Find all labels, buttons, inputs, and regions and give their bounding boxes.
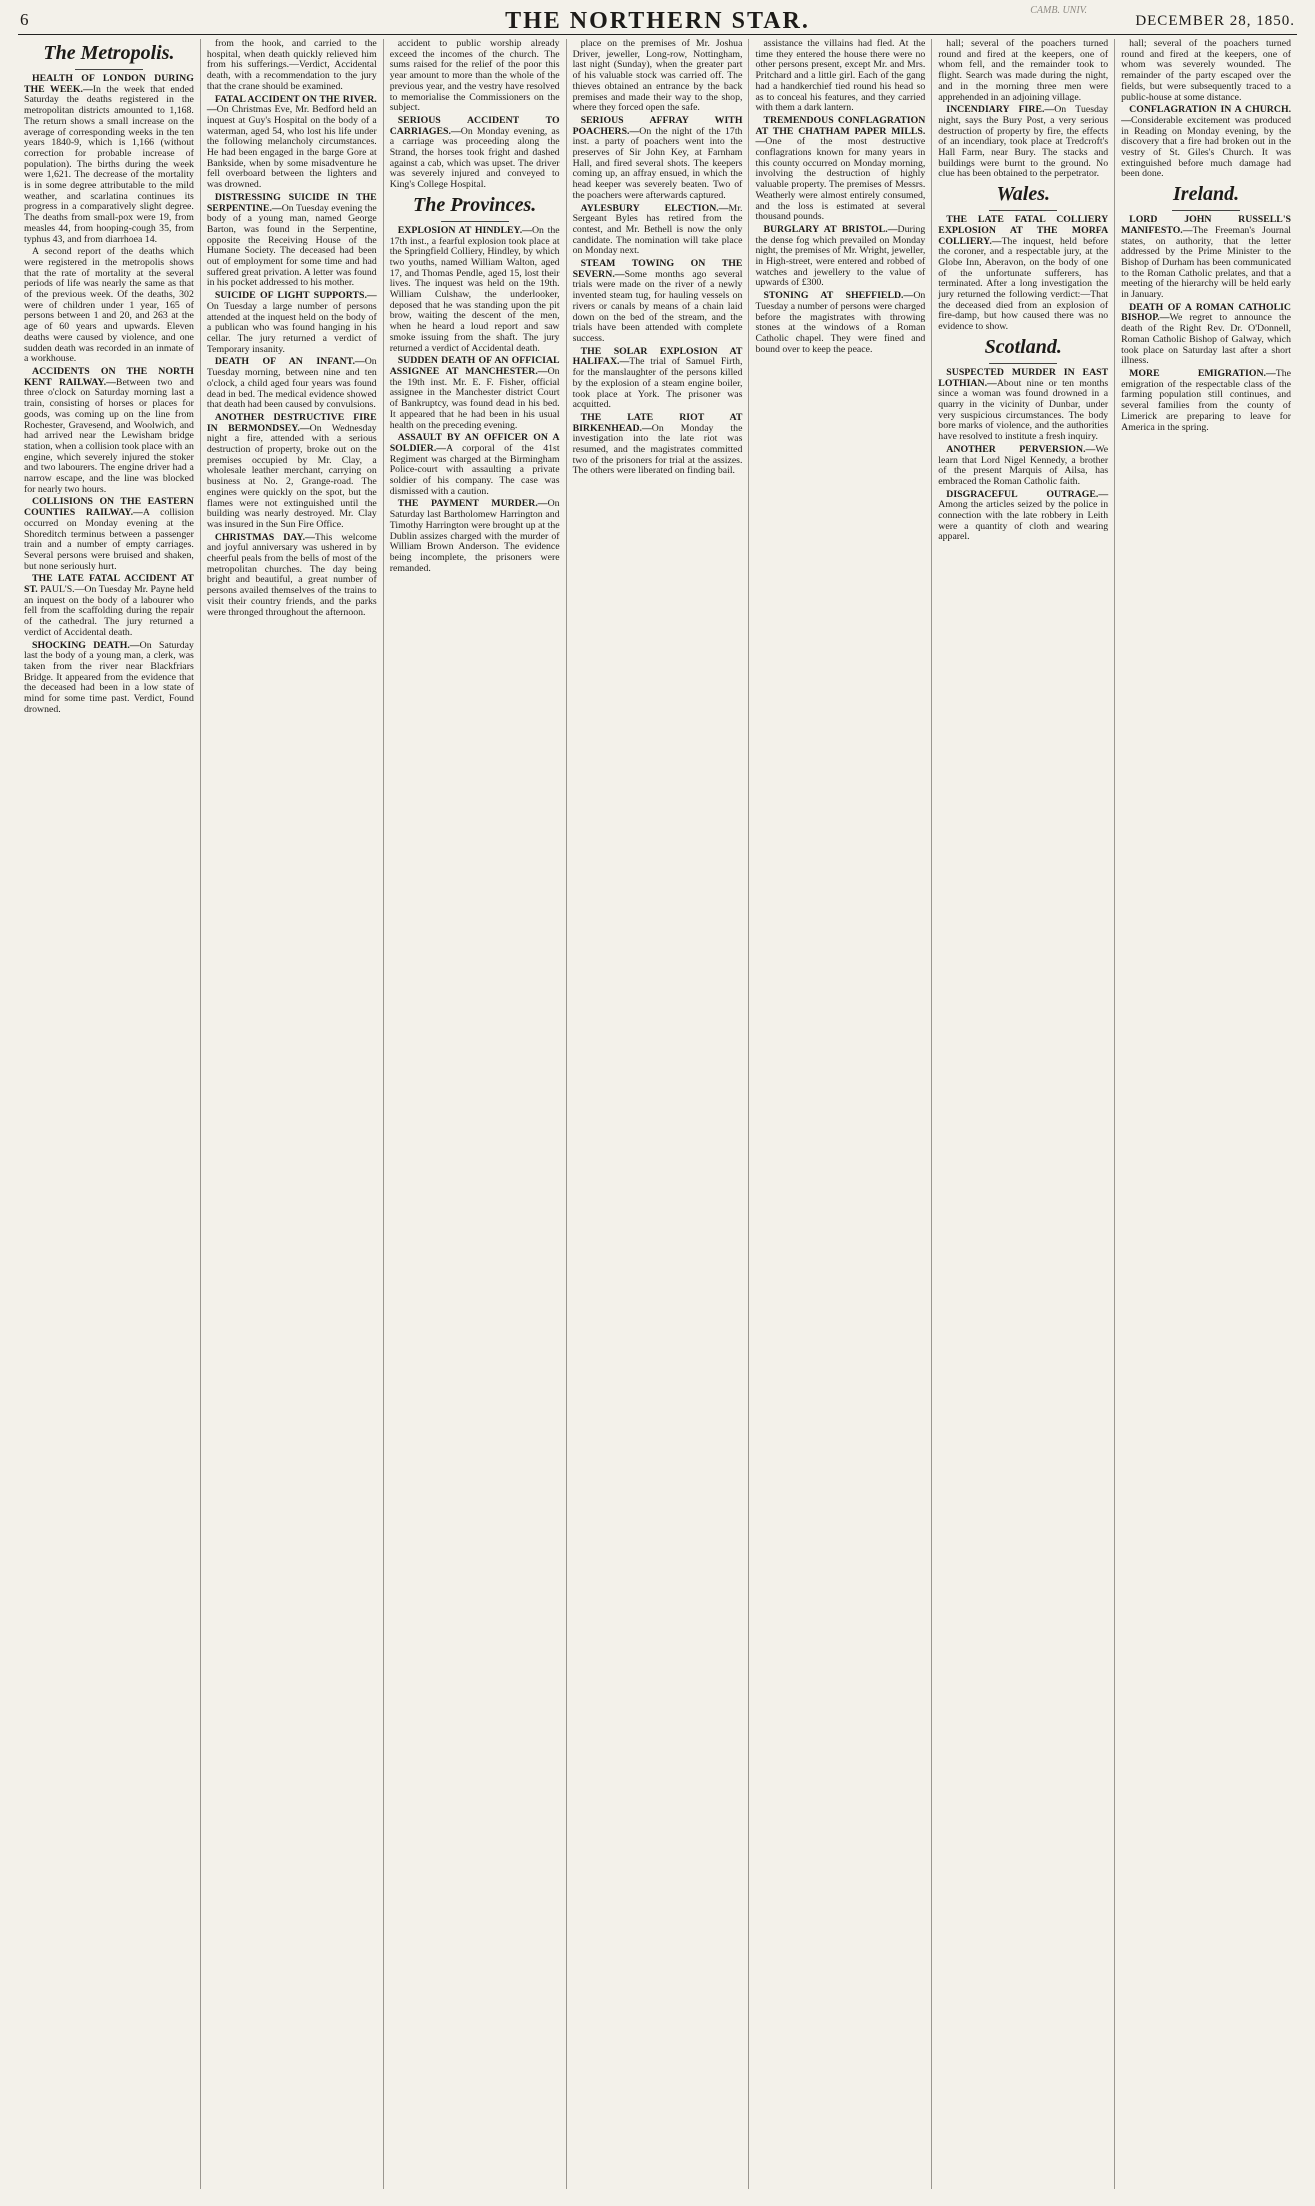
article-headline: COLLISIONS ON THE EASTERN COUNTIES RAILWAY.—	[24, 496, 194, 519]
column-2	[201, 39, 384, 2189]
article-paragraph: SHOCKING DEATH.—On Saturday last the body of a young man, a clerk, was taken from the river near Blackfriars Bridge. It appeared from the evidence that the deceased had been in a low state of mind for some time past. Verdict, Found drowned.	[24, 639, 194, 715]
article-headline: ANOTHER DESTRUCTIVE FIRE IN BERMONDSEY.—	[206, 411, 377, 434]
article-paragraph: THE SOLAR EXPLOSION AT HALIFAX.—The trial of Samuel Firth, for the manslaughter of the persons killed by the explosion of a steam engine boiler, took place at York. The prisoner was acquitted.	[572, 345, 743, 411]
article-paragraph: from the hook, and carried to the hospital, when death quickly relieved him from his sufferings.—Verdict, Accidental death, with a recommendation to the jury that the crane should be examined.	[206, 39, 377, 92]
article-headline: THE LATE FATAL COLLIERY EXPLOSION AT THE MORFA COLLIERY.—	[938, 214, 1109, 247]
article-paragraph: THE LATE RIOT AT BIRKENHEAD.—On Monday the investigation into the late riot was resumed, and the magistrates committed two of the prisoners for trial at the assizes. The others were liberated on finding bail.	[572, 411, 743, 477]
article-paragraph: ACCIDENTS ON THE NORTH KENT RAILWAY.—Between two and three o'clock on Saturday morning last a train, consisting of horses or places for goods, was coming up on the line from Rochester, Gravesend, and Woolwich, and had arrived near the Lewisham bridge station, when a collision took place with an engine, which severely injured the stoker and two labourers. The engine driver had a narrow escape, and the line was blocked for nearly two hours.	[24, 365, 194, 495]
article-paragraph: DEATH OF A ROMAN CATHOLIC BISHOP.—We regret to announce the death of the Right Rev. Dr. O'Donnell, Roman Catholic Bishop of Galway, which took place on Saturday last after a short illness.	[1121, 301, 1292, 367]
newspaper-title: THE NORTHERN STAR.	[505, 8, 810, 34]
article-headline: CONFLAGRATION IN A CHURCH.—	[1121, 104, 1292, 126]
article-paragraph: SERIOUS ACCIDENT TO CARRIAGES.—On Monday evening, as a carriage was proceeding along the Strand, the horses took fright and dashed against a cab, which was upset. The driver was severely injured and conveyed to King's College Hospital.	[389, 114, 560, 191]
article-headline: LORD JOHN RUSSELL'S MANIFESTO.—	[1121, 214, 1292, 236]
article-paragraph: SUICIDE OF LIGHT SUPPORTS.—On Tuesday a large number of persons attended at the inquest held on the body of a publican who was found hanging in his cellar. The jury returned a verdict of Temporary insanity.	[206, 290, 377, 355]
article-paragraph: EXPLOSION AT HINDLEY.—On the 17th inst., a fearful explosion took place at the Springfield Colliery, Hindley, by which two youths, named William Walton, aged 17, and Thomas Pendle, aged 15, lost their lives. The inquest was held on the 19th. William Culshaw, the underlooker, deposed that he was standing upon the pit brow, waiting the descent of the men, when he heard a loud report and saw smoke issuing from the shaft. The jury returned a verdict of Accidental death.	[389, 224, 560, 354]
article-paragraph: FATAL ACCIDENT ON THE RIVER.—On Christmas Eve, Mr. Bedford held an inquest at Guy's Hospital on the body of a waterman, aged 54, who lost his life under the following melancholy circumstances. He had been engaged in the barge Gore at Bankside, when by some misadventure he fell overboard between the lighters and was drowned.	[206, 93, 377, 191]
article-paragraph: BURGLARY AT BRISTOL.—During the dense fog which prevailed on Monday night, the premises of Mr. Wright, jeweller, in High-street, were entered and robbed of watches and jewellery to the value of upwards of £300.	[755, 223, 926, 289]
article-paragraph: COLLISIONS ON THE EASTERN COUNTIES RAILWAY.—A collision occurred on Monday evening at the Shoreditch terminus between a passenger train and a number of empty carriages. Several persons were bruised and shaken, but none seriously hurt.	[24, 496, 194, 572]
article-paragraph: INCENDIARY FIRE.—On Tuesday night, says the Bury Post, a very serious destruction of property by fire, the effects of an incendiary, took place at Tredcroft's Hall Farm, near Bury. The stacks and buildings were burnt to the ground. No clue has been obtained to the perpetrator.	[938, 104, 1109, 180]
article-paragraph: DEATH OF AN INFANT.—On Tuesday morning, between nine and ten o'clock, a child aged four years was found dead in bed. The medical evidence showed that death had been caused by convulsions.	[206, 356, 377, 411]
article-paragraph: THE LATE FATAL COLLIERY EXPLOSION AT THE MORFA COLLIERY.—The inquest, held before the coroner, and a respectable jury, at the Globe Inn, Aberavon, on the body of one of the unfortunate sufferers, has terminated. After a long investigation the jury returned the following verdict:—That the deceased died from an explosion of fire-damp, but how caused there was no evidence to show.	[938, 214, 1109, 333]
article-paragraph: AYLESBURY ELECTION.—Mr. Sergeant Byles has retired from the contest, and Mr. Bethell is now the only candidate. The nomination will take place on Monday next.	[572, 202, 743, 257]
article-paragraph: LORD JOHN RUSSELL'S MANIFESTO.—The Freeman's Journal states, on authority, that the letter addressed by the Prime Minister to the Bishop of Durham has been communicated to the Roman Catholic prelates, and that a meeting of the hierarchy will be held early in January.	[1121, 214, 1292, 301]
section-divider	[75, 69, 143, 70]
article-headline: SERIOUS ACCIDENT TO CARRIAGES.—	[389, 114, 560, 137]
section-heading: The Provinces.	[412, 193, 537, 216]
article-headline: DEATH OF AN INFANT.—	[214, 356, 365, 368]
article-paragraph: accident to public worship already exceed the incomes of the church. The sums raised for the relief of the poor this year amount to more than the whole of the previous year, and the vestry have resolved to memorialise the Commissioners on the subject.	[389, 39, 560, 114]
article-paragraph: DISTRESSING SUICIDE IN THE SERPENTINE.—On Tuesday evening the body of a young man, named George Barton, was found in the Serpentine, opposite the Receiving House of the Humane Society. The deceased had been out of employment for some time and had suffered great privation. A letter was found in his pocket addressed to his mother.	[206, 191, 377, 289]
article-paragraph: THE PAYMENT MURDER.—On Saturday last Bartholomew Harrington and Timothy Harrington were brought up at the Dublin assizes charged with the murder of William Brown Anderson. The evidence being incomplete, the prisoners were remanded.	[389, 498, 560, 574]
article-headline: FATAL ACCIDENT ON THE RIVER.—	[206, 93, 377, 116]
article-headline: THE LATE FATAL ACCIDENT AT ST.	[24, 573, 194, 596]
article-headline: SUSPECTED MURDER IN EAST LOTHIAN.—	[938, 366, 1109, 389]
article-paragraph: TREMENDOUS CONFLAGRATION AT THE CHATHAM PAPER MILLS.—One of the most destructive conflagrations known for many years in this county occurred on Monday morning, involving the destruction of highly valuable property. The premises of Messrs. Weatherly were almost entirely consumed, and the loss is estimated at several thousand pounds.	[755, 114, 926, 223]
article-headline: CHRISTMAS DAY.—	[214, 531, 315, 543]
article-paragraph: STONING AT SHEFFIELD.—On Tuesday a number of persons were charged before the magistrates with throwing stones at the windows of a Roman Catholic chapel. They were fined and bound over to keep the peace.	[755, 290, 926, 355]
article-headline: SUICIDE OF LIGHT SUPPORTS.—	[214, 290, 377, 302]
article-headline: SHOCKING DEATH.—	[32, 639, 140, 651]
article-headline: THE LATE RIOT AT BIRKENHEAD.—	[572, 411, 743, 434]
section-divider	[989, 363, 1057, 364]
section-divider	[441, 221, 509, 222]
article-headline: ACCIDENTS ON THE NORTH KENT RAILWAY.—	[24, 365, 194, 388]
article-headline: DISTRESSING SUICIDE IN THE SERPENTINE.—	[206, 191, 377, 214]
article-headline: MORE EMIGRATION.—	[1129, 367, 1276, 379]
article-headline: AYLESBURY ELECTION.—	[580, 202, 729, 214]
section-heading: The Metropolis.	[43, 42, 175, 64]
column-7	[1115, 39, 1297, 2189]
article-headline: HEALTH OF LONDON DURING THE WEEK.—	[24, 73, 194, 95]
article-paragraph: ASSAULT BY AN OFFICER ON A SOLDIER.—A corporal of the 41st Regiment was charged at the Birmingham Police-court with assaulting a private soldier of his company. The case was dismissed with a caution.	[389, 432, 560, 497]
article-paragraph: hall; several of the poachers turned round and fired at the keepers, one of whom was severely wounded. The remainder of the party escaped over the fields, but were subsequently traced to a public-house at some distance.	[1121, 39, 1292, 103]
column-3	[384, 39, 567, 2189]
library-stamp: CAMB. UNIV.	[1030, 5, 1087, 16]
columns-container	[18, 39, 1297, 2189]
column-4	[567, 39, 750, 2189]
article-headline: STONING AT SHEFFIELD.—	[763, 290, 914, 302]
article-paragraph: MORE EMIGRATION.—The emigration of the respectable class of the farming population still continues, and several families from the county of Limerick are preparing to leave for America in the spring.	[1121, 367, 1292, 433]
article-paragraph: A second report of the deaths which were registered in the metropolis shows that the rate of mortality at the several periods of life was nearly the same as that of the previous week. Of the deaths, 302 were of children under 1 year, 165 of persons between 1 and 20, and 263 at the age of 60 years and upwards. Eleven deaths were caused by violence, and one sudden death was recorded in an inmate of a workhouse.	[24, 246, 194, 365]
article-headline: THE PAYMENT MURDER.—	[397, 498, 548, 510]
article-paragraph: SUDDEN DEATH OF AN OFFICIAL ASSIGNEE AT MANCHESTER.—On the 19th inst. Mr. E. F. Fisher, official assignee in the Manchester district Court of Bankruptcy, was found dead in his bed. It appeared that he had been in his usual health on the preceding evening.	[389, 355, 560, 431]
article-headline: DISGRACEFUL OUTRAGE.—	[946, 488, 1109, 500]
column-5	[749, 39, 932, 2189]
section-divider	[1172, 210, 1240, 211]
article-paragraph: assistance the villains had fled. At the time they entered the house there were no other persons present, except Mr. and Mrs. Pritchard and a little girl. Each of the gang had a handkerchief tied round his head so as to conceal his features, and they carried with them a dark lantern.	[755, 39, 926, 114]
article-headline: BURGLARY AT BRISTOL.—	[763, 223, 898, 235]
section-divider	[989, 210, 1057, 211]
article-paragraph: DISGRACEFUL OUTRAGE.—Among the articles seized by the police in connection with the late robbery in Leith were a quantity of cloth and wearing apparel.	[938, 488, 1109, 543]
article-paragraph: place on the premises of Mr. Joshua Driver, jeweller, Long-row, Nottingham, last night (Sunday), when the greater part of his valuable stock was carried off. The thieves obtained an entrance by the back premises and made their way to the shop, where they forced open the safe.	[572, 39, 743, 114]
column-1	[18, 39, 201, 2189]
article-paragraph: CONFLAGRATION IN A CHURCH.—Considerable excitement was produced in Reading on Monday evening, by the discovery that a fire had broken out in the vestry of St. Giles's Church. It was extinguished before much damage had been done.	[1121, 104, 1292, 180]
column-6	[932, 39, 1115, 2189]
article-paragraph: SUSPECTED MURDER IN EAST LOTHIAN.—About nine or ten months since a woman was found drowned in a quarry in the vicinity of Dunbar, under very suspicious circumstances. The body bore marks of violence, and the authorities have resolved to institute a fresh inquiry.	[938, 366, 1109, 443]
section-heading: Wales.	[996, 183, 1050, 206]
article-headline: THE SOLAR EXPLOSION AT HALIFAX.—	[572, 345, 743, 368]
article-headline: SERIOUS AFFRAY WITH POACHERS.—	[572, 114, 743, 137]
masthead	[18, 5, 1297, 35]
article-headline: DEATH OF A ROMAN CATHOLIC BISHOP.—	[1121, 301, 1292, 324]
article-headline: STEAM TOWING ON THE SEVERN.—	[572, 258, 743, 280]
article-paragraph: ANOTHER DESTRUCTIVE FIRE IN BERMONDSEY.—On Wednesday night a fire, attended with a serious destruction of property, broke out on the premises occupied by Mr. Clay, a wholesale leather merchant, carrying on business at No. 2, Grange-road. The engines were quickly on the spot, but the flames were not extinguished until the building was nearly destroyed. Mr. Clay was insured in the Sun Fire Office.	[206, 411, 377, 530]
article-paragraph: ANOTHER PERVERSION.—We learn that Lord Nigel Kennedy, a brother of the present Marquis of Ailsa, has embraced the Roman Catholic faith.	[938, 443, 1109, 487]
article-headline: INCENDIARY FIRE.—	[946, 104, 1055, 116]
article-paragraph: THE LATE FATAL ACCIDENT AT ST. PAUL'S.—On Tuesday Mr. Payne held an inquest on the body of a labourer who fell from the scaffolding during the repair of the cathedral. The jury returned a verdict of Accidental death.	[24, 573, 194, 638]
article-paragraph: STEAM TOWING ON THE SEVERN.—Some months ago several trials were made on the river of a newly invented steam tug, for hauling vessels on rivers or canals by means of a chain laid down on the bed of the stream, and the trials have been attended with complete success.	[572, 258, 743, 344]
article-headline: SUDDEN DEATH OF AN OFFICIAL ASSIGNEE AT MANCHESTER.—	[389, 355, 560, 377]
section-heading: Ireland.	[1173, 183, 1240, 206]
article-headline: ASSAULT BY AN OFFICER ON A SOLDIER.—	[389, 432, 560, 454]
article-headline: ANOTHER PERVERSION.—	[946, 443, 1096, 455]
article-headline: EXPLOSION AT HINDLEY.—	[397, 224, 532, 236]
article-paragraph: SERIOUS AFFRAY WITH POACHERS.—On the night of the 17th inst. a party of poachers went into the preserves of Sir John Key, at Farnham Hall, and fired several shots. The keepers coming up, an affray ensued, in which the head keeper was severely beaten. Two of the poachers were afterwards captured.	[572, 114, 743, 201]
issue-date: DECEMBER 28, 1850.	[1135, 13, 1295, 29]
article-paragraph: CHRISTMAS DAY.—This welcome and joyful anniversary was ushered in by cheerful peals from the bells of most of the metropolitan churches. The day being bright and beautiful, a great number of persons availed themselves of the trains to visit their country friends, and the parks were thronged throughout the afternoon.	[206, 531, 377, 618]
article-paragraph: hall; several of the poachers turned round and fired at the keepers, one of whom fell, and the remainder took to flight. Search was made during the night, and in the morning three men were apprehended in an adjoining village.	[938, 39, 1109, 103]
section-heading: Scotland.	[984, 335, 1062, 358]
page-number: 6	[20, 10, 29, 29]
article-paragraph: HEALTH OF LONDON DURING THE WEEK.—In the week that ended Saturday the deaths registered in the metropolitan districts amounted to 1,168. The return shows a small increase on the average of corresponding weeks in the ten years 1840-9, which is 1,166 (without correction for probable increase of population). The births during the week were 1,621. The decrease of the mortality is in some degree attributable to the mild weather, and scarlatina continues its progress in a comparatively slight degree. The deaths from small-pox were 19, from measles 44, from hooping-cough 35, from typhus 43, and from diarrhoea 14.	[24, 73, 194, 245]
article-headline: TREMENDOUS CONFLAGRATION AT THE CHATHAM PAPER MILLS.—	[755, 114, 926, 148]
